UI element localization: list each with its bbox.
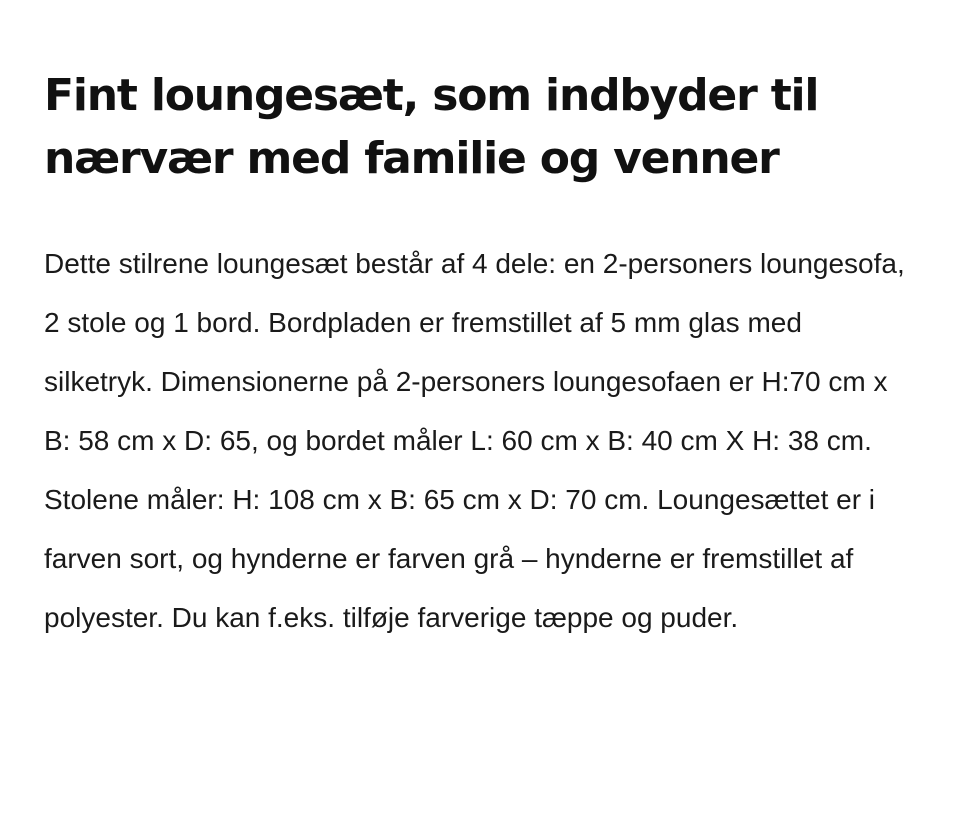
article-body: Dette stilrene loungesæt består af 4 dele: en 2-personers loungesofa, 2 stole og 1 bord. Bordpladen er fremstillet af 5 mm glas med silketryk. Dimensionerne på 2-personers loungesofaen er H:70 cm x B: 58 cm x D: 65, og bordet måler L: 60 cm x B: 40 cm X H: 38 cm. Stolene måler: H: 108 cm x B: 65 cm x D: 70 cm. Loungesættet er i farven sort, og hynderne er farven grå – hynderne er fremstillet af polyester. Du kan f.eks. tilføje farverige tæppe og puder. — [44, 248, 905, 633]
article-title: Fint loungesæt, som indbyder til nærvær med familie og venner — [44, 70, 819, 184]
article-content — [44, 64, 924, 647]
